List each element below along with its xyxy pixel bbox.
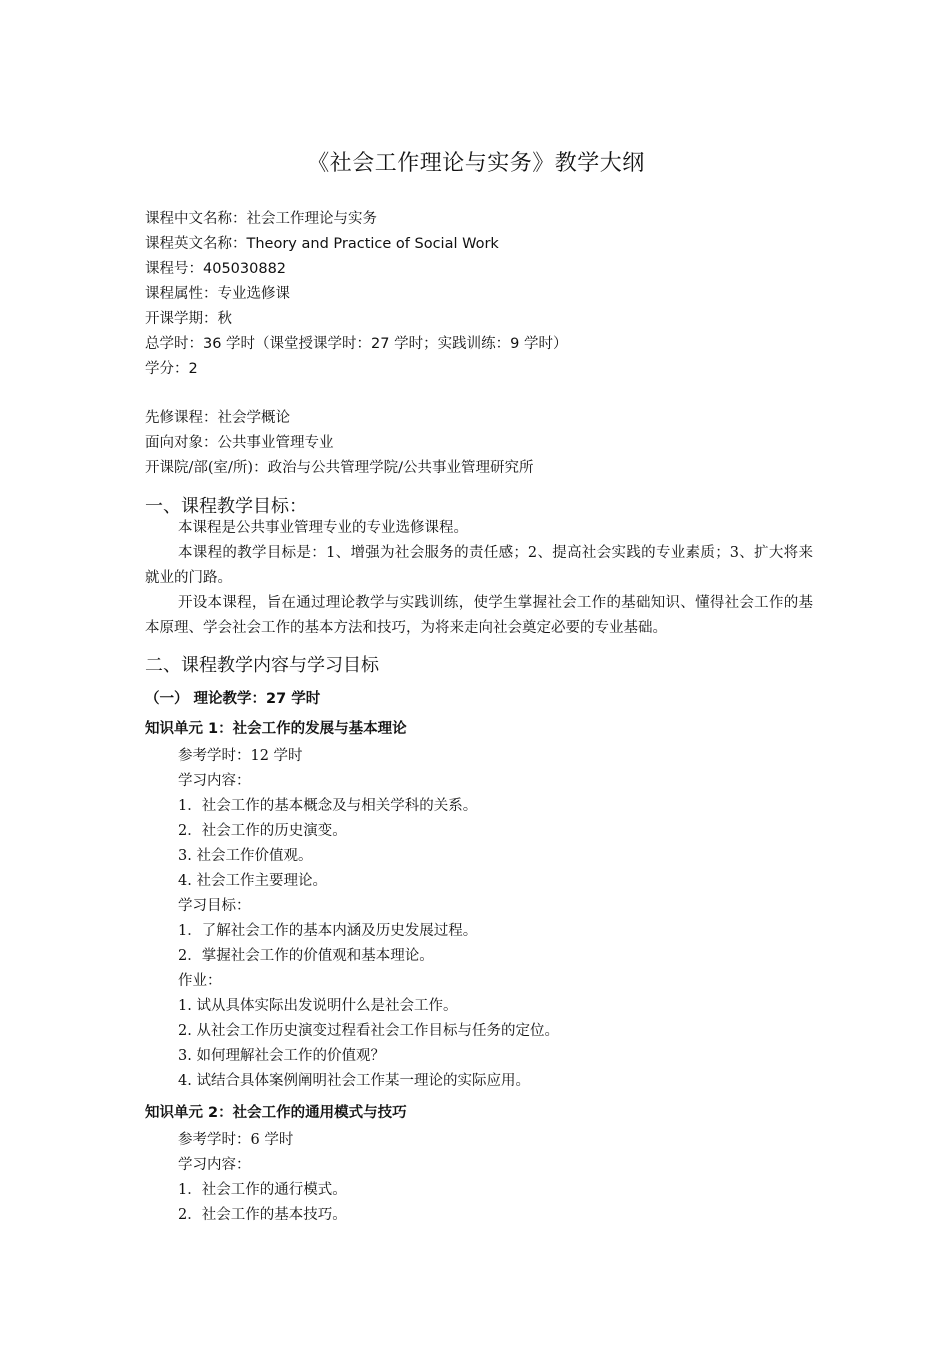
unit-2-heading: 知识单元 2：社会工作的通用模式与技巧 xyxy=(145,1105,407,1121)
list-item: 参考学时：12 学时 xyxy=(178,748,303,764)
document-title: 《社会工作理论与实务》教学大纲 xyxy=(307,151,645,176)
list-item: 作业： xyxy=(178,973,222,989)
paragraph: 本课程的教学目标是：1、增强为社会服务的责任感；2、提高社会实践的专业素质；3、扩大将来就业的门路。 xyxy=(145,545,813,586)
section-heading-content: 二、课程教学内容与学习目标 xyxy=(145,655,379,676)
section-heading-objectives: 一、课程教学目标： xyxy=(145,496,307,517)
list-item: 学习内容： xyxy=(178,1157,251,1173)
list-item: 1．了解社会工作的基本内涵及历史发展过程。 xyxy=(178,923,478,939)
list-item: 1．社会工作的基本概念及与相关学科的关系。 xyxy=(178,798,478,814)
unit-1-heading: 知识单元 1：社会工作的发展与基本理论 xyxy=(145,721,407,737)
course-meta xyxy=(145,207,825,382)
meta-row: 开课院/部(室/所)：政治与公共管理学院/公共事业管理研究所 xyxy=(145,460,534,476)
meta-row: 课程属性：专业选修课 xyxy=(145,286,290,302)
list-item: 1. 试从具体实际出发说明什么是社会工作。 xyxy=(178,998,458,1014)
list-item: 参考学时：6 学时 xyxy=(178,1132,294,1148)
list-item: 3. 社会工作价值观。 xyxy=(178,848,313,864)
objectives-text xyxy=(145,516,813,641)
meta-row: 课程号：405030882 xyxy=(145,261,287,277)
meta-row: 总学时：36 学时（课堂授课学时：27 学时；实践训练：9 学时） xyxy=(145,336,568,352)
list-item: 2．社会工作的基本技巧。 xyxy=(178,1207,347,1223)
list-item: 2．掌握社会工作的价值观和基本理论。 xyxy=(178,948,434,964)
list-item: 学习目标： xyxy=(178,898,251,914)
list-item: 2．社会工作的历史演变。 xyxy=(178,823,347,839)
subsection-theory: （一） 理论教学：27 学时 xyxy=(145,691,321,707)
paragraph: 本课程是公共事业管理专业的专业选修课程。 xyxy=(178,520,468,536)
meta-row: 先修课程：社会学概论 xyxy=(145,410,290,426)
meta-row: 学分：2 xyxy=(145,361,198,377)
meta-row: 面向对象：公共事业管理专业 xyxy=(145,435,334,451)
list-item: 学习内容： xyxy=(178,773,251,789)
meta-row: 课程英文名称：Theory and Practice of Social Work xyxy=(145,236,499,252)
list-item: 2. 从社会工作历史演变过程看社会工作目标与任务的定位。 xyxy=(178,1023,559,1039)
course-meta-secondary xyxy=(145,406,825,481)
unit-2-content xyxy=(178,1128,818,1228)
meta-row: 开课学期：秋 xyxy=(145,311,232,327)
list-item: 1．社会工作的通行模式。 xyxy=(178,1182,347,1198)
unit-1-content xyxy=(178,744,818,1094)
paragraph: 开设本课程，旨在通过理论教学与实践训练，使学生掌握社会工作的基础知识、懂得社会工作的基本原理、学会社会工作的基本方法和技巧，为将来走向社会奠定必要的专业基础。 xyxy=(145,595,813,636)
list-item: 4. 社会工作主要理论。 xyxy=(178,873,327,889)
list-item: 3. 如何理解社会工作的价值观？ xyxy=(178,1048,385,1064)
list-item: 4. 试结合具体案例阐明社会工作某一理论的实际应用。 xyxy=(178,1073,530,1089)
meta-row: 课程中文名称：社会工作理论与实务 xyxy=(145,211,377,227)
